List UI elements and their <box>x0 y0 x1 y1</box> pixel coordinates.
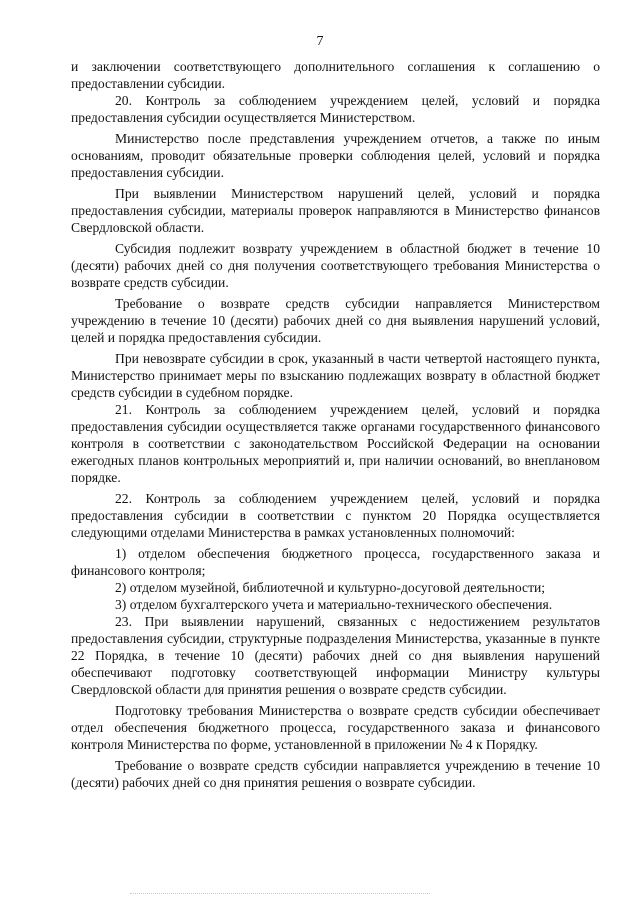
paragraph-item-23: 23. При выявлении нарушений, связанных с недостижением результатов предоставления субсидии, структурные подразделения Министерства, указанные в пункте 22 Порядка, в течение 10 (десяти) рабочих дней со дня выявления нарушений обеспечивают подготовку соответствующей информации Министру культуры Свердловской области для принятия решения о возврате средств субсидии. <box>71 614 600 697</box>
scan-artifact-line <box>130 893 430 897</box>
paragraph-non-return: При невозврате субсидии в срок, указанный в части четвертой настоящего пункта, Министерство принимает меры по взысканию подлежащих возврату в областной бюджет средств субсидии в судебном порядке. <box>71 351 600 400</box>
paragraph-preparation: Подготовку требования Министерства о возврате средств субсидии обеспечивает отдел обеспечения бюджетного процесса, государственного заказа и финансового контроля Министерства по форме, установленной в приложении № 4 к Порядку. <box>71 703 600 752</box>
paragraph-refund: Субсидия подлежит возврату учреждением в областной бюджет в течение 10 (десяти) рабочих дней со дня получения соответствующего требования Министерства о возврате средств субсидии. <box>71 241 600 290</box>
paragraph-item-22: 22. Контроль за соблюдением учреждением целей, условий и порядка предоставления субсидии в соответствии с пунктом 20 Порядка осуществляется следующими отделами Министерства в рамках установленных полномочий: <box>71 491 600 540</box>
paragraph-continuation: и заключении соответствующего дополнительного соглашения к соглашению о предоставлении субсидии. <box>71 59 600 91</box>
document-body <box>71 58 600 791</box>
page-number: 7 <box>316 34 324 49</box>
list-item-1: 1) отделом обеспечения бюджетного процесса, государственного заказа и финансового контроля; <box>71 546 600 578</box>
list-item-3: 3) отделом бухгалтерского учета и материально-технического обеспечения. <box>115 597 553 612</box>
paragraph-violations: При выявлении Министерством нарушений целей, условий и порядка предоставления субсидии, материалы проверок направляются в Министерство финансов Свердловской области. <box>71 186 600 235</box>
list-item-2: 2) отделом музейной, библиотечной и культурно-досуговой деятельности; <box>115 580 546 595</box>
paragraph-refund-request: Требование о возврате средств субсидии направляется Министерством учреждению в течение 10 (десяти) рабочих дней со дня выявления нарушений условий, целей и порядка предоставления субсидии. <box>71 296 600 345</box>
paragraph-item-20: 20. Контроль за соблюдением учреждением целей, условий и порядка предоставления субсидии осуществляется Министерством. <box>71 93 600 125</box>
paragraph-inspections: Министерство после представления учреждением отчетов, а также по иным основаниям, проводит обязательные проверки соблюдения целей, условий и порядка предоставления субсидии. <box>71 131 600 180</box>
paragraph-item-21: 21. Контроль за соблюдением учреждением целей, условий и порядка предоставления субсидии осуществляется также органами государственного финансового контроля в соответствии с законодательством Российской Федерации на основании ежегодных планов контрольных мероприятий и, при наличии оснований, во внеплановом порядке. <box>71 402 600 485</box>
paragraph-final: Требование о возврате средств субсидии направляется учреждению в течение 10 (десяти) рабочих дней со дня принятия решения о возврате субсидии. <box>71 758 600 790</box>
